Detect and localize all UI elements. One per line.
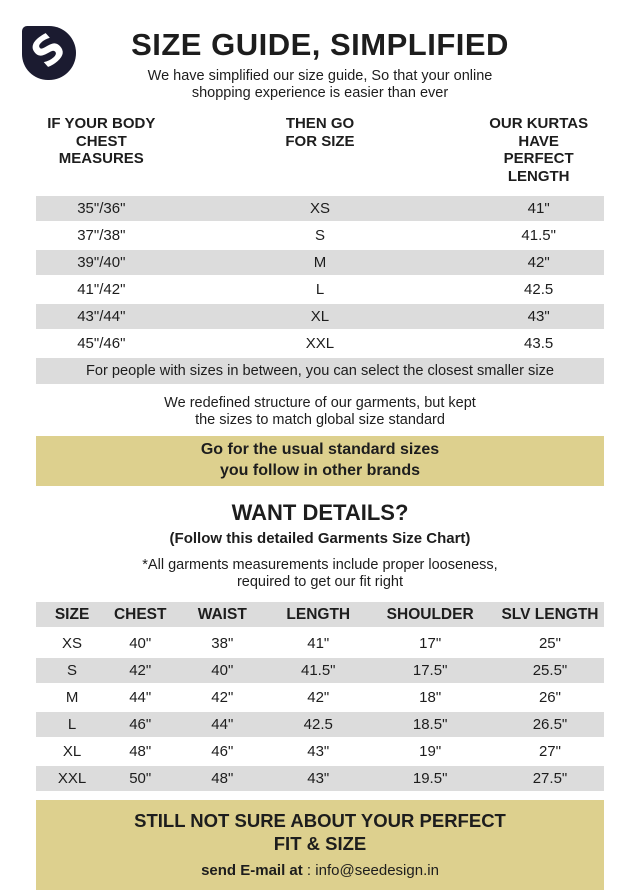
table-row [36, 196, 604, 221]
waist-cell: 44" [211, 716, 234, 733]
table-row [36, 304, 604, 329]
col-header-size: SIZE [54, 606, 90, 623]
chest-cell: 43"/44" [77, 308, 126, 325]
table-row [36, 658, 604, 683]
length-cell: 41.5" [300, 662, 336, 679]
header-chest-measures [36, 115, 167, 185]
standard-sizes-banner [36, 436, 604, 486]
col-header-length: LENGTH [286, 606, 351, 623]
simple-size-table [36, 115, 604, 384]
header-chest-line1: IF YOUR BODY [47, 115, 156, 132]
length-cell: 41" [527, 200, 550, 217]
length-cell: 42" [527, 254, 550, 271]
header-size-line1: THEN GO [285, 115, 355, 132]
banner1-line-1: Go for the usual standard sizes [200, 441, 440, 458]
simple-table-body [36, 196, 604, 356]
col-header-waist: WAIST [197, 606, 247, 623]
size-cell: XS [62, 635, 83, 652]
slv-length-cell: 27" [538, 743, 561, 760]
email-line [36, 862, 604, 879]
slv-length-cell: 25.5" [532, 662, 568, 679]
length-cell: 42.5 [524, 281, 554, 298]
waist-cell: 46" [211, 743, 234, 760]
banner2-line-1: STILL NOT SURE ABOUT YOUR PERFECT [134, 810, 506, 831]
chest-cell: 37"/38" [77, 227, 126, 244]
header-go-for-size [167, 115, 474, 185]
table-row [36, 631, 604, 656]
size-cell: M [313, 254, 327, 271]
size-cell: L [67, 716, 77, 733]
header-chest-line2: CHEST MEASURES [58, 132, 144, 167]
want-details-heading: WANT DETAILS? [231, 500, 409, 525]
col-header-chest: CHEST [113, 606, 167, 623]
col-header-slv-length: SLV LENGTH [501, 606, 599, 623]
detail-table-header [36, 602, 604, 627]
in-between-sizes-note: For people with sizes in between, you can select the closest smaller size [36, 358, 604, 384]
logo-s-icon: S [22, 24, 75, 78]
waist-cell: 42" [211, 689, 234, 706]
header-size-line2: FOR SIZE [285, 132, 355, 150]
waist-cell: 40" [211, 662, 234, 679]
redefined-line-1: We redefined structure of our garments, but kept [164, 395, 476, 411]
length-cell: 43" [527, 308, 550, 325]
waist-cell: 48" [211, 770, 234, 787]
shoulder-cell: 17.5" [412, 662, 448, 679]
detailed-garments-table [36, 602, 604, 791]
col-header-shoulder: SHOULDER [386, 606, 474, 623]
table-row [36, 766, 604, 791]
garments-chart-subheading: (Follow this detailed Garments Size Chart) [169, 530, 471, 547]
email-label: send E-mail at [201, 862, 303, 879]
banner1-line-2: you follow in other brands [220, 461, 420, 479]
length-cell: 41.5" [521, 227, 556, 244]
brand-logo [22, 26, 76, 80]
size-cell: M [65, 689, 79, 706]
table-row [36, 277, 604, 302]
shoulder-cell: 19" [419, 743, 442, 760]
length-cell: 43" [307, 770, 330, 787]
chest-cell: 41"/42" [77, 281, 126, 298]
chest-cell: 44" [129, 689, 152, 706]
length-cell: 43" [307, 743, 330, 760]
chest-cell: 39"/40" [77, 254, 126, 271]
header-kurta-length [473, 115, 604, 185]
simple-table-header [36, 115, 604, 185]
size-cell: XXL [305, 335, 335, 352]
chest-cell: 40" [129, 635, 152, 652]
table-row [36, 250, 604, 275]
looseness-note-line-1: *All garments measurements include proper looseness, [142, 557, 498, 573]
table-row [36, 223, 604, 248]
header-length-line2: PERFECT LENGTH [503, 150, 574, 185]
table-row [36, 685, 604, 710]
table-row [36, 739, 604, 764]
header-length-line1: OUR KURTAS HAVE [489, 115, 589, 150]
size-cell: L [315, 281, 325, 298]
length-cell: 43.5 [524, 335, 554, 352]
length-cell: 42.5 [303, 716, 333, 733]
page-header [0, 0, 640, 102]
size-cell: XL [62, 743, 82, 760]
chest-cell: 50" [129, 770, 152, 787]
page-title: SIZE GUIDE, SIMPLIFIED [131, 27, 509, 62]
email-separator: : [302, 862, 316, 879]
slv-length-cell: 26" [538, 689, 561, 706]
table-row [36, 331, 604, 356]
banner2-line-2: FIT & SIZE [273, 833, 367, 854]
size-cell: S [67, 662, 78, 679]
chest-cell: 35"/36" [77, 200, 126, 217]
looseness-note-line-2: required to get our fit right [236, 574, 404, 590]
shoulder-cell: 18" [419, 689, 442, 706]
subtitle-line-2: shopping experience is easier than ever [191, 85, 449, 101]
chest-cell: 48" [129, 743, 152, 760]
chest-cell: 46" [129, 716, 152, 733]
subtitle-line-1: We have simplified our size guide, So that your online [147, 68, 493, 84]
slv-length-cell: 25" [538, 635, 561, 652]
slv-length-cell: 26.5" [532, 716, 568, 733]
waist-cell: 38" [211, 635, 234, 652]
shoulder-cell: 19.5" [412, 770, 448, 787]
redefined-line-2: the sizes to match global size standard [195, 412, 445, 428]
email-address: info@seedesign.in [315, 862, 439, 879]
size-cell: XS [309, 200, 330, 217]
chest-cell: 42" [129, 662, 152, 679]
size-cell: XXL [57, 770, 87, 787]
table-row [36, 712, 604, 737]
contact-banner [36, 800, 604, 890]
shoulder-cell: 18.5" [412, 716, 448, 733]
size-cell: S [314, 227, 325, 244]
looseness-note [0, 557, 640, 591]
length-cell: 42" [307, 689, 330, 706]
size-cell: XL [310, 308, 330, 325]
page-subtitle [0, 68, 640, 102]
chest-cell: 45"/46" [77, 335, 126, 352]
shoulder-cell: 17" [419, 635, 442, 652]
redefined-structure-text [0, 395, 640, 429]
length-cell: 41" [307, 635, 330, 652]
slv-length-cell: 27.5" [532, 770, 568, 787]
